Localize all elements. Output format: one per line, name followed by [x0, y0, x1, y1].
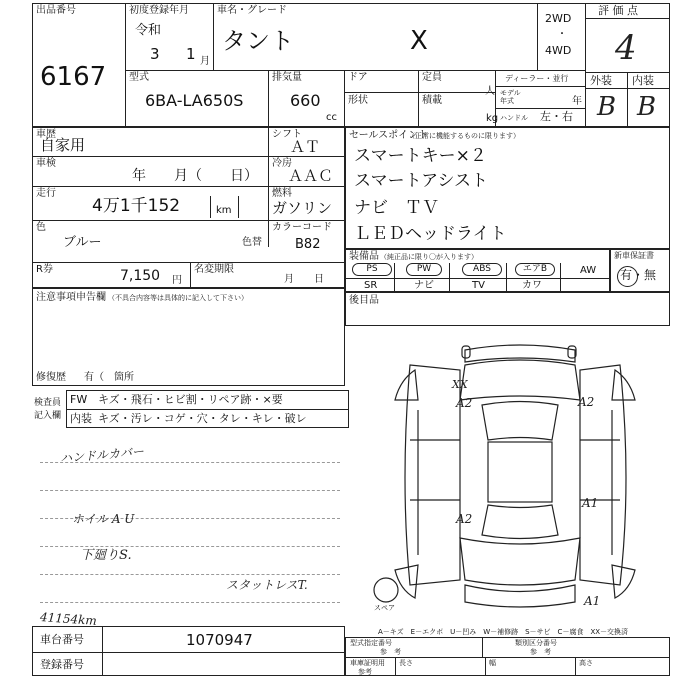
divider — [495, 86, 585, 87]
divider — [560, 263, 561, 292]
divider — [345, 657, 670, 658]
car-name-label: 車名・グレード — [217, 5, 287, 16]
cert-label: 車庫証明用 — [350, 659, 385, 667]
equip-ps: PS — [352, 263, 392, 276]
repair-suffix: 箇所 — [114, 372, 134, 383]
first-reg-label: 初度登録年月 — [129, 5, 189, 16]
displacement-label: 排気量 — [272, 72, 302, 83]
repair-value: 有（ — [84, 372, 104, 383]
color-change-label: 色替 — [242, 237, 262, 248]
height-label: 高さ — [579, 659, 593, 667]
aircon-label: 冷房 — [272, 158, 292, 169]
equipment-label: 装備品 — [349, 251, 379, 262]
evaluation-label: 評 価 点 — [598, 4, 638, 17]
reg-month: 1 — [186, 45, 196, 63]
width-label: 幅 — [489, 659, 496, 667]
shape-label: 形状 — [348, 95, 368, 106]
drive-dot: ・ — [557, 29, 567, 40]
int-label: 内装 — [70, 412, 92, 425]
equip-abs: ABS — [462, 263, 502, 276]
divider — [395, 657, 396, 676]
inspection-value: 年 月（ 日） — [132, 168, 258, 184]
rear-frame — [345, 292, 670, 326]
model-code-label: 型式 — [129, 72, 149, 83]
drive-2wd: 2WD — [545, 12, 572, 25]
inspector-label-2: 記入欄 — [34, 411, 62, 421]
divider — [32, 262, 345, 263]
lot-number: 6167 — [40, 62, 107, 92]
damage-mark-1: XX — [452, 378, 468, 391]
notes-sub: （不具合内容等は具体的に記入して下さい） — [108, 294, 248, 302]
chassis-label: 車台番号 — [40, 633, 84, 646]
recycle-value: 7,150 — [120, 268, 161, 284]
divider — [268, 70, 269, 127]
exterior-label: 外装 — [590, 74, 612, 87]
equip-sr: SR — [364, 280, 378, 291]
hand-note-3: 下廻りS. — [80, 548, 132, 563]
registration-label: 登録番号 — [40, 658, 84, 671]
divider — [190, 262, 191, 288]
damage-mark-4: A1 — [582, 496, 599, 510]
divider — [344, 92, 495, 93]
fuel-label: 燃料 — [272, 188, 292, 199]
warranty-value: 有・無 — [620, 268, 657, 282]
name-change-unit: 月 日 — [284, 274, 324, 285]
divider — [585, 18, 670, 19]
damage-legend: A－キズ E－エクボ U－凹み W－補修跡 S－サビ C－腐食 XX－交換済 — [378, 628, 629, 636]
usage-label: 車歴 — [36, 129, 56, 140]
name-change-label: 名変期限 — [194, 264, 234, 275]
equipment-sub: （純正品に限り〇が入ります） — [380, 253, 478, 261]
sales-point-4: ＬＥＤヘッドライト — [354, 224, 507, 244]
color-value: ブルー — [63, 235, 102, 250]
equip-leather: カワ — [522, 280, 542, 291]
hand-note-5: 41154km — [39, 610, 98, 628]
format-sub: 参 考 — [380, 648, 401, 656]
divider — [537, 3, 538, 70]
divider — [32, 186, 345, 187]
spare-label: スペア — [374, 604, 395, 612]
divider — [66, 409, 349, 410]
model-code: 6BA-LA650S — [145, 91, 244, 110]
fuel-value: ガソリン — [272, 199, 333, 217]
cert-sub: 参考 — [358, 668, 372, 676]
divider — [449, 263, 450, 292]
class-label: 類別区分番号 — [515, 639, 557, 647]
mileage-value: 4万1千152 — [92, 196, 181, 216]
capacity-label: 定員 — [422, 72, 442, 83]
drive-4wd: 4WD — [545, 44, 572, 57]
fw-label: FW — [70, 393, 88, 406]
notes-label: 注意事項申告欄 — [36, 292, 106, 303]
divider — [495, 108, 585, 109]
divider — [32, 652, 345, 653]
equip-navi: ナビ — [414, 280, 434, 291]
interior-grade: B — [637, 92, 657, 122]
damage-mark-6: A1 — [584, 594, 601, 608]
divider — [238, 196, 239, 218]
fw-items: キズ・飛石・ヒビ割・リペア跡・×要 — [98, 393, 283, 406]
int-items: キズ・汚レ・コゲ・穴・タレ・キレ・破レ — [98, 412, 307, 425]
dealer-label: ディーラー・並行 — [505, 74, 569, 83]
era: 令和 — [135, 23, 162, 38]
class-sub: 参 考 — [530, 648, 551, 656]
divider — [345, 278, 610, 279]
aircon-value: ＡＡＣ — [288, 167, 334, 185]
damage-mark-5: A2 — [456, 512, 473, 526]
divider — [394, 263, 395, 292]
door-label: ドア — [348, 72, 368, 83]
car-model: タント — [222, 27, 294, 55]
model-year-label: モデル 年式 — [500, 89, 521, 105]
divider — [210, 196, 211, 218]
equip-tv: TV — [472, 280, 485, 291]
sales-points-label: セールスポイント — [349, 130, 429, 141]
handle-label: ハンドル — [500, 114, 528, 122]
shift-label: シフト — [272, 129, 302, 140]
divider — [102, 626, 103, 676]
car-grade: X — [410, 26, 428, 56]
divider — [40, 490, 340, 491]
shift-value: ＡＴ — [290, 138, 321, 156]
evaluation-score: 4 — [615, 28, 637, 68]
sales-point-1: スマートキー×２ — [354, 146, 487, 166]
color-label: 色 — [36, 222, 46, 233]
interior-label: 内装 — [632, 74, 654, 87]
sales-point-2: スマートアシスト — [354, 171, 488, 191]
equip-pw: PW — [406, 263, 442, 276]
divider — [40, 574, 340, 575]
divider — [485, 657, 486, 676]
mileage-label: 走行 — [36, 188, 56, 199]
divider — [32, 220, 345, 221]
sales-point-3: ナビ ＴＶ — [354, 198, 439, 218]
inspection-label: 車検 — [36, 158, 56, 169]
model-year-unit: 年 — [572, 96, 582, 107]
divider — [125, 3, 126, 127]
mileage-unit: km — [216, 205, 232, 216]
displacement: 660 — [290, 91, 321, 110]
exterior-grade: B — [597, 92, 617, 122]
equip-aw: AW — [580, 265, 597, 276]
sales-points-sub: （正常に機能するものに限ります） — [408, 132, 520, 140]
inspector-label-1: 検査員 — [34, 398, 62, 408]
equip-airbag: エアB — [515, 263, 555, 276]
hand-note-4: スタットレスT. — [226, 578, 308, 592]
warranty-circle — [617, 266, 638, 287]
color-code-label: カラーコード — [272, 222, 332, 233]
repair-label: 修復歴 — [36, 372, 66, 383]
rear-label: 後目品 — [349, 295, 379, 306]
divider — [627, 72, 628, 127]
reg-month-unit: 月 — [200, 56, 210, 67]
divider — [125, 70, 585, 71]
displacement-unit: cc — [326, 112, 337, 123]
divider — [40, 602, 340, 603]
divider — [585, 3, 586, 127]
length-label: 長さ — [399, 659, 413, 667]
divider — [575, 657, 576, 676]
divider — [482, 637, 483, 657]
color-code-value: B82 — [295, 237, 321, 252]
warranty-label: 新車保証書 — [614, 251, 654, 260]
load-unit: kg — [486, 113, 499, 124]
divider — [268, 127, 269, 247]
usage-value: 自家用 — [40, 136, 86, 154]
recycle-label: R券 — [36, 264, 53, 275]
divider — [506, 263, 507, 292]
divider — [585, 88, 670, 89]
format-label: 型式指定番号 — [350, 639, 392, 647]
reg-year: 3 — [150, 45, 160, 63]
recycle-unit: 円 — [172, 275, 182, 286]
divider — [32, 156, 345, 157]
damage-mark-3: A2 — [578, 395, 595, 409]
car-diagram — [370, 340, 660, 630]
lot-label: 出品番号 — [36, 5, 76, 16]
chassis-number: 1070947 — [186, 631, 253, 649]
hand-note-2: ホイル A U — [72, 512, 135, 526]
handle-value: 左・右 — [540, 110, 573, 123]
damage-mark-2: A2 — [456, 396, 473, 410]
hand-note-1: ハンドルカバー — [59, 444, 145, 466]
divider — [344, 70, 345, 127]
load-label: 積載 — [422, 95, 442, 106]
capacity-unit: 人 — [485, 86, 495, 97]
divider — [418, 70, 419, 127]
divider — [213, 3, 214, 70]
